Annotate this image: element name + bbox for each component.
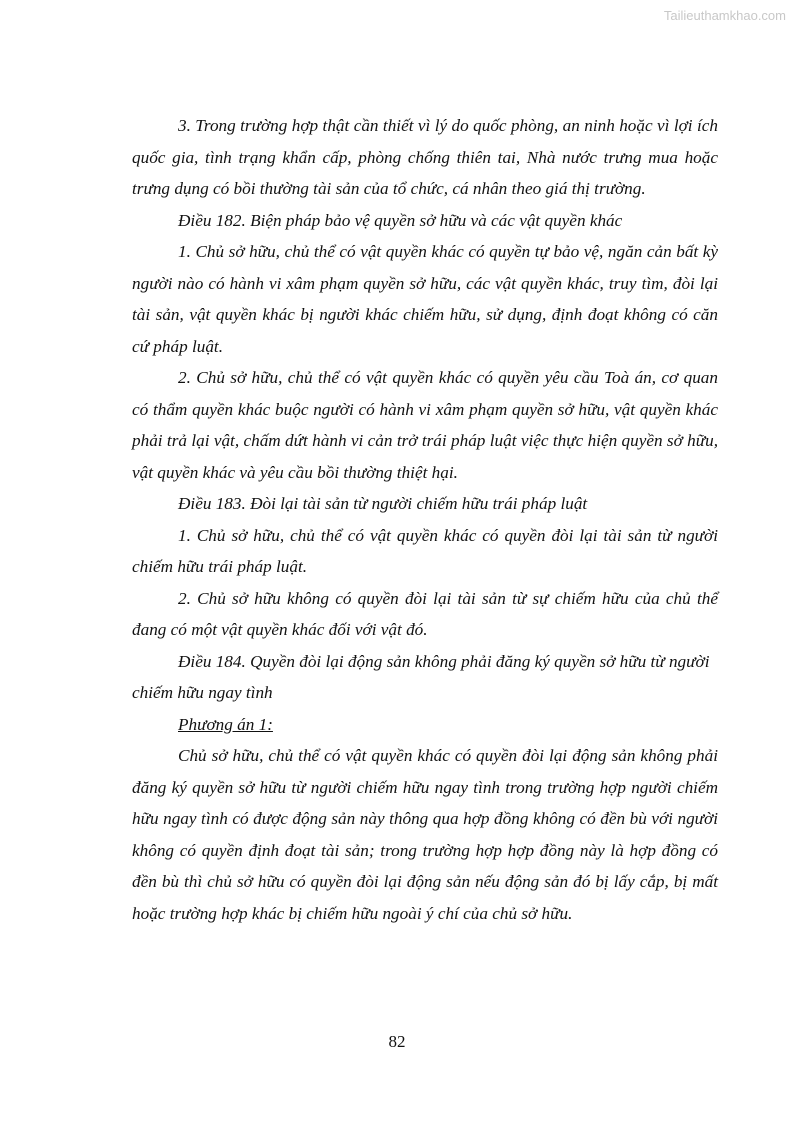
document-body <box>132 110 718 929</box>
article-183-heading: Điều 183. Đòi lại tài sản từ người chiếm hữu trái pháp luật <box>178 494 588 513</box>
paragraph-183-clause-1: 1. Chủ sở hữu, chủ thể có vật quyền khác có quyền đòi lại tài sản từ người chiếm hữu trái pháp luật. <box>132 525 718 576</box>
paragraph-clause-3: 3. Trong trường hợp thật cần thiết vì lý do quốc phòng, an ninh hoặc vì lợi ích quốc gia, tình trạng khẩn cấp, phòng chống thiên tai, Nhà nước trưng mua hoặc trưng dụng có bồi thường tài sản của tổ chức, cá nhân theo giá thị trường. <box>132 116 718 198</box>
watermark-text: Tailieuthamkhao.com <box>663 8 786 23</box>
option-1-label-line <box>132 709 718 741</box>
paragraph-183-clause-2: 2. Chủ sở hữu không có quyền đòi lại tài sản từ sự chiếm hữu của chủ thể đang có một vật quyền khác đối với vật đó. <box>132 588 718 639</box>
paragraph-184-option-1: Chủ sở hữu, chủ thể có vật quyền khác có quyền đòi lại động sản không phải đăng ký quyền sở hữu từ người chiếm hữu ngay tình trong trường hợp người chiếm hữu ngay tình có được động sản này thông qua hợp đồng không có đền bù với người không có quyền định đoạt tài sản; trong trường hợp hợp đồng này là hợp đồng có đền bù thì chủ sở hữu có quyền đòi lại động sản nếu động sản đó bị lấy cắp, bị mất hoặc trường hợp khác bị chiếm hữu ngoài ý chí của chủ sở hữu. <box>132 746 718 923</box>
article-182-heading: Điều 182. Biện pháp bảo vệ quyền sở hữu và các vật quyền khác <box>178 210 623 230</box>
option-1-label: Phương án 1: <box>178 714 273 734</box>
paragraph-182-clause-1: 1. Chủ sở hữu, chủ thể có vật quyền khác có quyền tự bảo vệ, ngăn cản bất kỳ người nào có hành vi xâm phạm quyền sở hữu, các vật quyền khác, truy tìm, đòi lại tài sản, vật quyền khác bị người khác chiếm hữu, sử dụng, định đoạt không có căn cứ pháp luật. <box>132 242 718 356</box>
page-number: 82 <box>388 1032 406 1051</box>
paragraph-182-clause-2: 2. Chủ sở hữu, chủ thể có vật quyền khác có quyền yêu cầu Toà án, cơ quan có thẩm quyền khác buộc người có hành vi xâm phạm quyền sở hữu, vật quyền khác phải trả lại vật, chấm dứt hành vi cản trở trái pháp luật việc thực hiện quyền sở hữu, vật quyền khác và yêu cầu bồi thường thiệt hại. <box>132 368 718 482</box>
article-184-heading: Điều 184. Quyền đòi lại động sản không phải đăng ký quyền sở hữu từ người chiếm hữu ngay tình <box>132 651 710 702</box>
